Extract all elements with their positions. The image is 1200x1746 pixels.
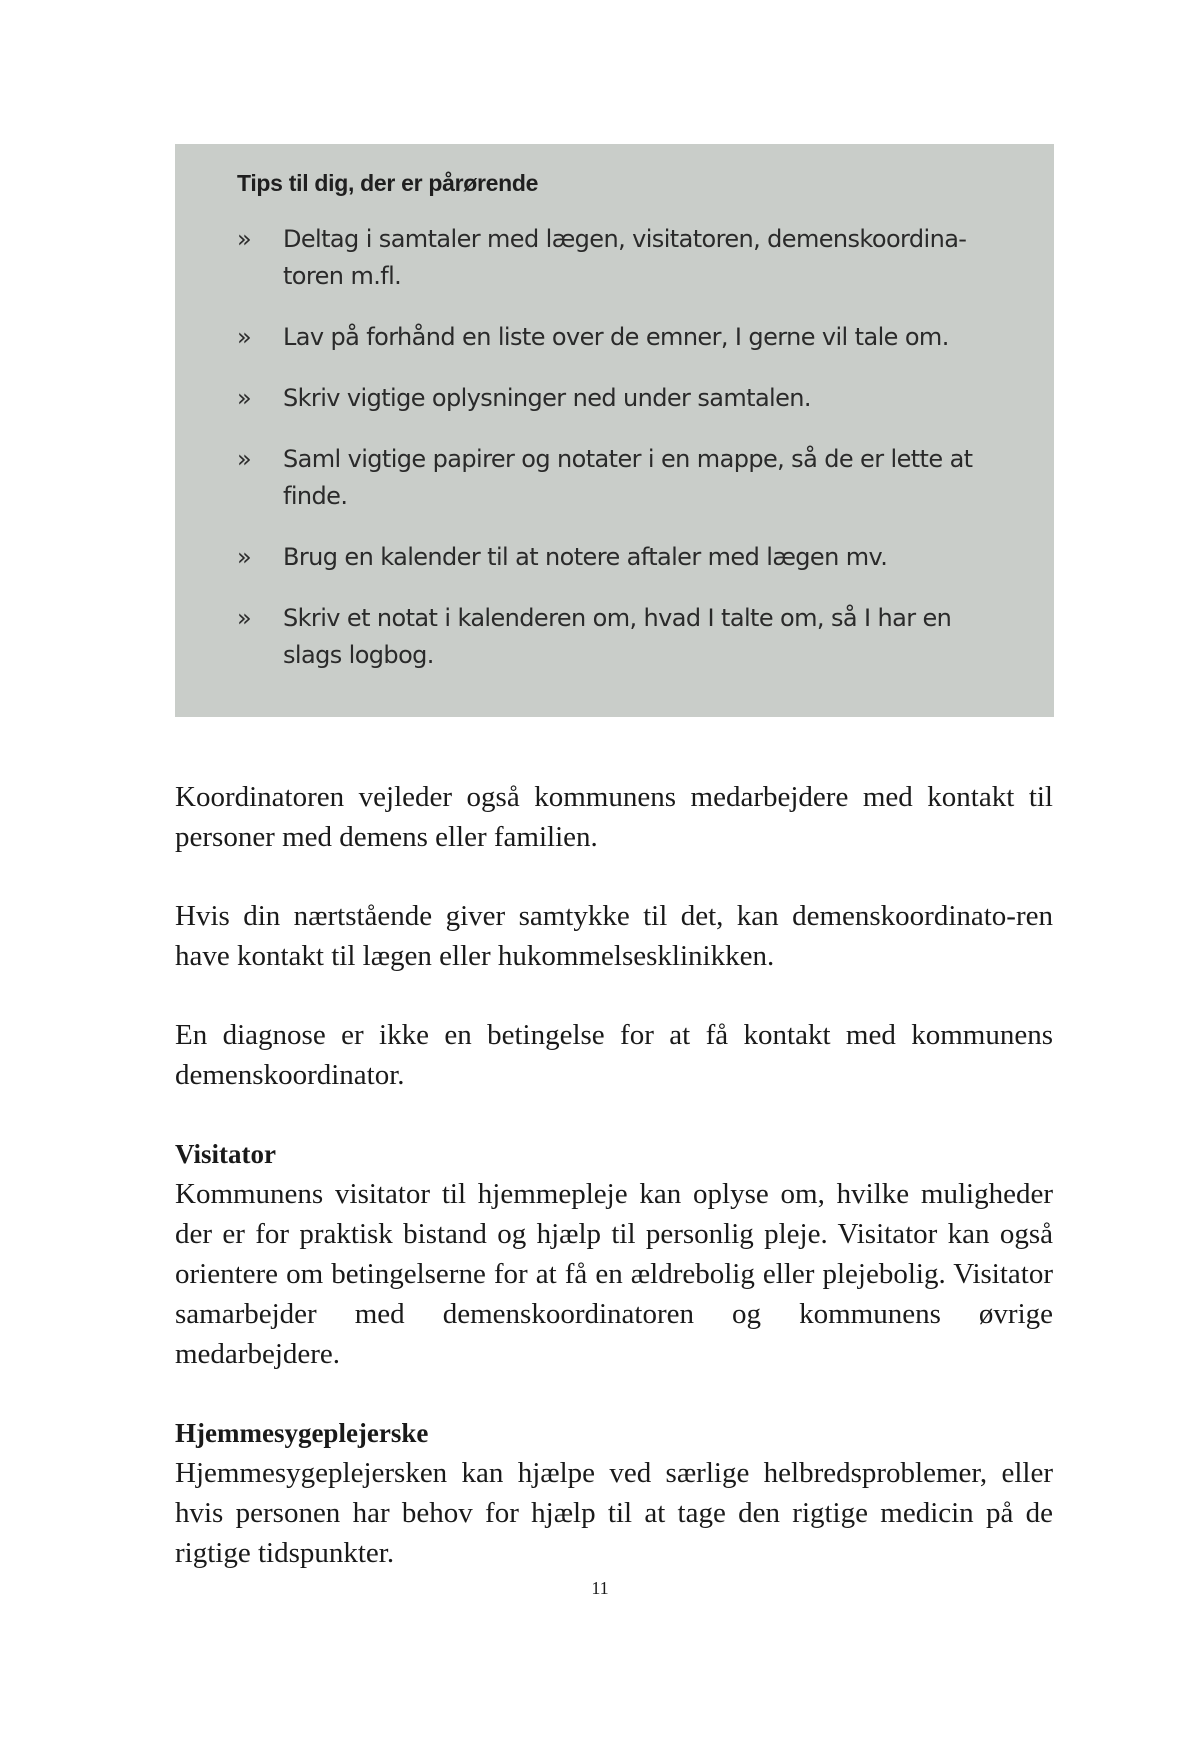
tip-item [237, 380, 994, 417]
tips-title: Tips til dig, der er pårørende [237, 170, 539, 196]
bullet-marker-icon: » [237, 384, 252, 412]
tip-item [237, 319, 994, 356]
section-body-hjemmesygeplejerske: Hjemmesygeplejersken kan hjælpe ved særlige helbredsproblemer, eller hvis personen har behov for hjælp til at tage den rigtige medicin på de rigtige tidspunkter. [175, 1457, 1053, 1569]
paragraph: Koordinatoren vejleder også kommunens medarbejdere med kontakt til personer med demens eller familien. [175, 781, 1053, 853]
bullet-marker-icon: » [237, 604, 252, 632]
tip-item [237, 221, 994, 295]
bullet-marker-icon: » [237, 323, 252, 351]
tip-text: Skriv vigtige oplysninger ned under samtalen. [283, 384, 811, 412]
paragraph: Hvis din nærtstående giver samtykke til det, kan demenskoordinato-ren have kontakt til lægen eller hukommelsesklinikken. [175, 900, 1053, 972]
tip-text: Brug en kalender til at notere aftaler med lægen mv. [283, 543, 888, 571]
tip-item [237, 441, 994, 515]
paragraph: En diagnose er ikke en betingelse for at få kontakt med kommunens demenskoordinator. [175, 1019, 1053, 1091]
section-body-visitator: Kommunens visitator til hjemmepleje kan oplyse om, hvilke muligheder der er for praktisk bistand og hjælp til personlig pleje. Visitator kan også orientere om betingelserne for at få en ældrebolig eller plejebolig. Visitator samarbejder med demenskoordinatoren og kommunens øvrige medarbejdere. [175, 1178, 1053, 1370]
tips-list [237, 221, 994, 674]
tip-text: Deltag i samtaler med lægen, visitatoren, demenskoordina-toren m.fl. [283, 225, 967, 290]
bullet-marker-icon: » [237, 543, 252, 571]
tip-item [237, 539, 994, 576]
body-text [175, 777, 1053, 1612]
tip-text: Lav på forhånd en liste over de emner, I gerne vil tale om. [283, 323, 949, 351]
tips-box [175, 144, 1054, 717]
section-heading-hjemmesygeplejerske: Hjemmesygeplejerske [175, 1418, 429, 1448]
tip-item [237, 600, 994, 674]
tip-text: Saml vigtige papirer og notater i en mappe, så de er lette at finde. [283, 445, 973, 510]
bullet-marker-icon: » [237, 225, 252, 253]
page-number: 11 [591, 1578, 609, 1598]
tip-text: Skriv et notat i kalenderen om, hvad I talte om, så I har en slags logbog. [283, 604, 952, 669]
bullet-marker-icon: » [237, 445, 252, 473]
section-heading-visitator: Visitator [175, 1139, 276, 1169]
